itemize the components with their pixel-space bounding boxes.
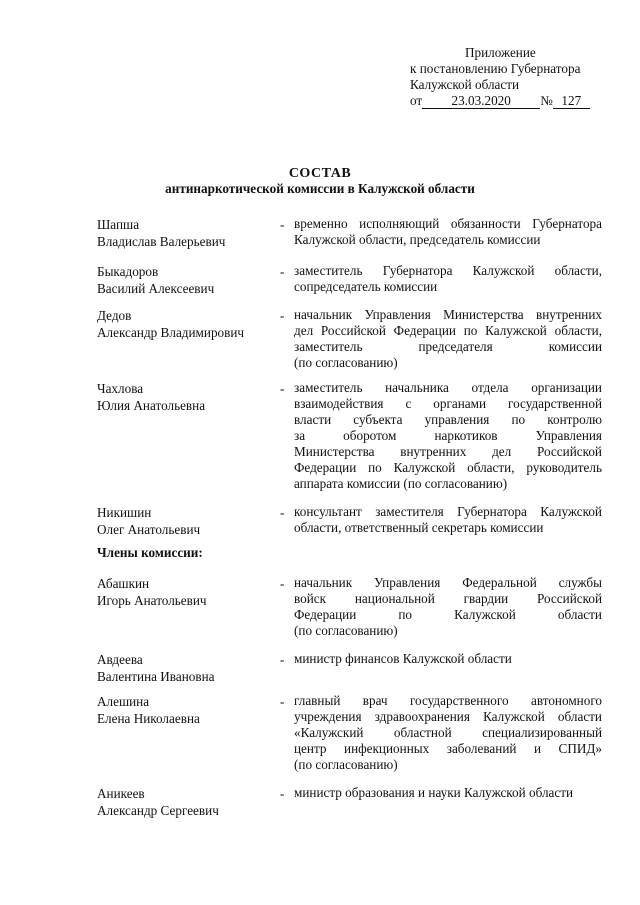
member-name (97, 575, 277, 609)
dash: - (280, 505, 285, 520)
dash: - (280, 217, 285, 232)
members-heading: Члены комиссии: (97, 545, 203, 560)
position-line: взаимодействия с органами государственной (294, 396, 602, 411)
position-line: заместитель председателя комиссии (294, 339, 602, 354)
decree-number: 127 (553, 94, 590, 109)
position-line: за оборотом наркотиков Управления (294, 428, 602, 443)
member-given: Валентина Ивановна (97, 669, 215, 684)
position-line: учреждения здравоохранения Калужской области (294, 709, 602, 724)
position-line: заместитель начальника отдела организации (294, 380, 602, 395)
member-position (294, 785, 602, 801)
member-position (294, 263, 602, 295)
position-line: начальник Управления Федеральной службы (294, 575, 602, 590)
position-line: Министерства внутренних дел Российской (294, 444, 602, 459)
member-surname: Чахлова (97, 381, 144, 396)
position-line: войск национальной гвардии Российской (294, 591, 602, 606)
member-position (294, 575, 602, 639)
member-position (294, 651, 602, 667)
position-line: министр образования и науки Калужской области (294, 785, 574, 800)
member-position (294, 504, 602, 536)
appendix-title: Приложение (465, 45, 536, 60)
dash: - (280, 308, 285, 323)
member-position (294, 380, 602, 492)
member-position (294, 216, 602, 248)
position-line: дел Российской Федерации по Калужской области, (294, 323, 602, 338)
member-given: Василий Алексеевич (97, 281, 215, 296)
position-line: Федерации по Калужской области (294, 607, 602, 622)
dash: - (280, 381, 285, 396)
appendix-decree: к постановлению Губернатора (410, 61, 581, 76)
dash: - (280, 652, 285, 667)
document-title: СОСТАВ (288, 166, 352, 181)
appendix-region: Калужской области (410, 77, 520, 92)
dash: - (280, 786, 285, 801)
decree-date: 23.03.2020 (422, 94, 540, 109)
position-line: сопредседатель комиссии (294, 279, 438, 294)
member-given: Александр Сергеевич (97, 803, 219, 818)
member-surname: Быкадоров (97, 264, 159, 279)
member-given: Юлия Анатольевна (97, 398, 206, 413)
dash: - (280, 576, 285, 591)
member-name (97, 785, 277, 819)
position-line: консультант заместителя Губернатора Калужской (294, 504, 602, 519)
number-label: № (540, 93, 553, 108)
position-line: области, ответственный секретарь комиссии (294, 520, 544, 535)
position-line: «Калужский областной специализированный (294, 725, 602, 740)
appendix-block (410, 45, 590, 109)
member-name (97, 307, 277, 341)
member-name (97, 380, 277, 414)
position-line: Калужской области, председатель комиссии (294, 232, 541, 247)
member-surname: Шапша (97, 217, 140, 232)
position-line: (по согласованию) (294, 623, 398, 638)
position-line: (по согласованию) (294, 355, 398, 370)
position-line: временно исполняющий обязанности Губернатора (294, 216, 602, 231)
member-surname: Алешина (97, 694, 150, 709)
member-surname: Аникеев (97, 786, 145, 801)
member-given: Владислав Валерьевич (97, 234, 226, 249)
position-line: начальник Управления Министерства внутренних (294, 307, 602, 322)
member-surname: Авдеева (97, 652, 143, 667)
document-subtitle: антинаркотической комиссии в Калужской области (165, 181, 475, 196)
from-label: от (410, 93, 423, 108)
member-given: Елена Николаевна (97, 711, 200, 726)
dash: - (280, 264, 285, 279)
position-line: главный врач государственного автономного (294, 693, 602, 708)
member-position (294, 307, 602, 371)
position-line: Федерации по Калужской области, руководитель (294, 460, 602, 475)
member-position (294, 693, 602, 773)
member-given: Александр Владимирович (97, 325, 245, 340)
member-name (97, 216, 277, 250)
member-name (97, 263, 277, 297)
member-given: Олег Анатольевич (97, 522, 201, 537)
position-line: аппарата комиссии (по согласованию) (294, 476, 508, 491)
member-surname: Дедов (97, 308, 132, 323)
position-line: заместитель Губернатора Калужской области, (294, 263, 602, 278)
position-line: министр финансов Калужской области (294, 651, 512, 666)
position-line: центр инфекционных заболеваний и СПИД» (294, 741, 602, 756)
member-given: Игорь Анатольевич (97, 593, 207, 608)
member-name (97, 693, 277, 727)
dash: - (280, 694, 285, 709)
appendix-date-number (410, 93, 590, 109)
member-surname: Абашкин (97, 576, 150, 591)
member-name (97, 651, 277, 685)
member-surname: Никишин (97, 505, 152, 520)
member-name (97, 504, 277, 538)
position-line: власти субъекта управления по контролю (294, 412, 602, 427)
position-line: (по согласованию) (294, 757, 398, 772)
